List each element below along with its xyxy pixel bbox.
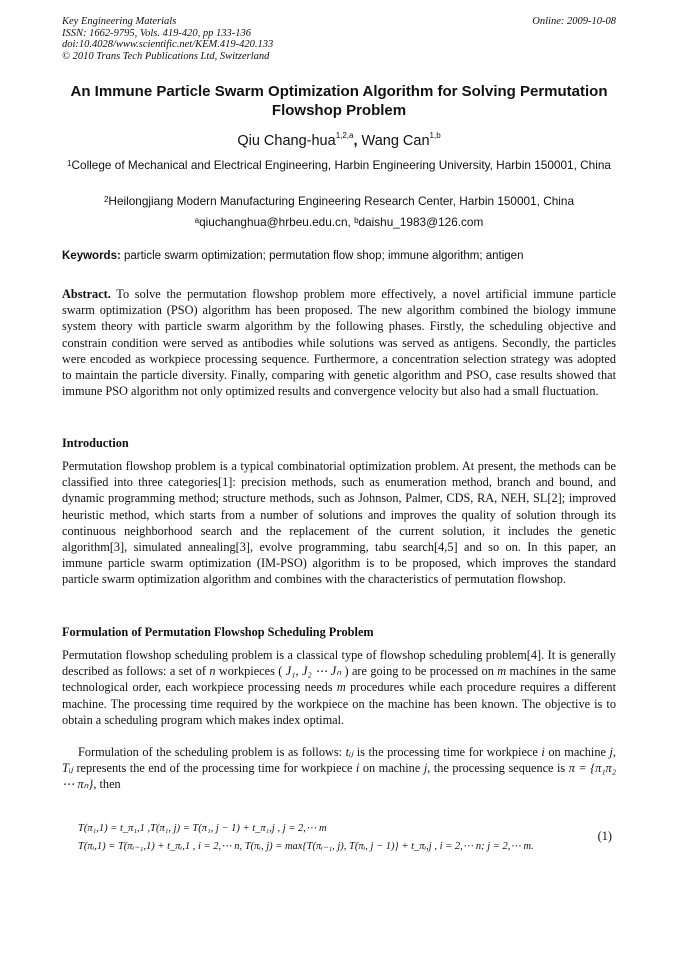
copyright-line: © 2010 Trans Tech Publications Ltd, Switzerland xyxy=(62,50,270,62)
abstract-label: Abstract. xyxy=(62,287,111,301)
email-a: qiuchanghua@hrbeu.edu.cn, xyxy=(199,215,355,229)
email-b: daishu_1983@126.com xyxy=(358,215,484,229)
formulation-paragraph-2 xyxy=(62,744,616,793)
math-Tij: Tᵢⱼ xyxy=(62,761,73,776)
math-m: m xyxy=(497,664,507,679)
math-m: m xyxy=(336,680,346,695)
email-line xyxy=(62,215,616,230)
text-run: , then xyxy=(93,777,121,792)
math-j: j xyxy=(423,761,428,776)
text-run: on machine xyxy=(359,761,424,776)
keywords xyxy=(62,250,616,262)
equation-line-1: T(π₁,1) = t_π₁,1 ,T(π₁, j) = T(π₁, j − 1) + t_π₁,j , j = 2,⋯ m xyxy=(78,823,327,834)
email-b-sup: b xyxy=(354,216,359,225)
author-separator: , xyxy=(353,133,362,149)
author-1: Qiu Chang-hua xyxy=(237,133,336,149)
affiliation-2 xyxy=(62,194,616,209)
online-date: Online: 2009-10-08 xyxy=(532,16,616,27)
author-1-sup: 1,2,a xyxy=(335,131,354,140)
affiliation-1-text: College of Mechanical and Electrical Engineering, Harbin Engineering University, Harbin 150001, China xyxy=(71,158,611,172)
math-tij: tᵢⱼ xyxy=(345,745,354,759)
formulation-paragraph-1 xyxy=(62,647,616,728)
keywords-text: particle swarm optimization; permutation flow shop; immune algorithm; antigen xyxy=(120,250,524,262)
text-run: Formulation of the scheduling problem is as follows: xyxy=(78,745,346,759)
paper-title: An Immune Particle Swarm Optimization Algorithm for Solving Permutation Flowshop Problem xyxy=(70,83,608,119)
formulation-heading: Formulation of Permutation Flowshop Scheduling Problem xyxy=(62,625,374,639)
equation-period: . xyxy=(531,841,534,852)
math-j: j xyxy=(609,745,613,759)
journal-header xyxy=(62,16,273,62)
text-run: is the processing time for workpiece xyxy=(353,745,542,759)
equation-line-2-text: T(πᵢ,1) = T(πᵢ₋₁,1) + t_πᵢ,1 , i = 2,⋯ n, T(πᵢ, j) = max{T(πᵢ₋₁, j), T(πᵢ, j − 1)} + t_πᵢ,j , i = 2,⋯ n; j = 2,⋯ m xyxy=(78,841,532,852)
doi-line: doi:10.4028/www.scientific.net/KEM.419-420.133 xyxy=(62,39,274,50)
text-run: represents the end of the processing time for workpiece xyxy=(72,761,356,776)
text-run: procedures while each procedure requires a different machine. The processing time required by the workpiece on the machine has been known. The objective is to obtain a scheduling program which makes index optimal. xyxy=(62,680,616,727)
keywords-label: Keywords: xyxy=(62,250,121,262)
text-run: Permutation flowshop scheduling problem is a classical type of flowshop scheduling problem[4]. It is generally described as follows: a set of xyxy=(62,648,616,679)
email-a-sup: a xyxy=(194,216,200,225)
introduction-text: Permutation flowshop problem is a typical combinatorial optimization problem. At present, the methods can be classified into three categories[1]: precision methods, such as enumeration method, branch and bound, and dynamic programming method; structure methods, such as Johnson, Palmer, CDS, RA, NEH, SL[2]; improved heuristic method, which starts from a number of solutions and improves the quality of solution through its continuous neighborhood search and the replacement of the current solution, it includes the genetic algorithm[3], simulated annealing[3], evolve programming, tabu search[4,5] and so on. In this paper, an immune particle swarm optimization (IM-PSO) algorithm is to be proposed, which improves the standard particle swarm optimization algorithm and combines with the characteristics of permutation flowshop. xyxy=(62,459,616,587)
author-2-sup: 1,b xyxy=(429,131,441,140)
introduction-heading: Introduction xyxy=(62,436,129,450)
affiliation-1 xyxy=(62,158,616,173)
text-run: ) are going to be processed on xyxy=(341,664,498,679)
author-2: Wang Can xyxy=(361,133,430,149)
journal-name: Key Engineering Materials xyxy=(62,16,177,27)
math-i: i xyxy=(541,745,545,759)
text-run: workpieces ( xyxy=(215,664,286,679)
author-line xyxy=(62,133,616,149)
text-run: , xyxy=(612,745,616,759)
text-run: , the processing sequence is xyxy=(427,761,569,776)
equation-number: (1) xyxy=(597,829,612,843)
affiliation-2-text: Heilongjiang Modern Manufacturing Engineering Research Center, Harbin 150001, China xyxy=(108,194,575,208)
math-i: i xyxy=(355,761,360,776)
math-n: n xyxy=(209,664,216,679)
affiliation-2-sup: 2 xyxy=(103,195,109,204)
equation-line-2 xyxy=(78,840,534,852)
text-run: on machine xyxy=(544,745,610,759)
math-sequence: π = {π₁π₂ ⋯ πₙ} xyxy=(62,761,616,792)
issn-line: ISSN: 1662-9795, Vols. 419-420, pp 133-136 xyxy=(62,27,251,39)
abstract-text: To solve the permutation flowshop problem more effectively, a novel artificial immune particle swarm optimization (PSO) algorithm has been proposed. The new algorithm combined the biology immune system theory with particle swarm algorithm by the following phases. Firstly, the scheduling objective and constrain condition were served as antibodies while solutions was served as antigens. Secondly, the particles were encoded as workpiece processing sequence. Furthermore, a concentration selection strategy was adopted to maintain the particle diversity. Finally, comparing with genetic algorithm and PSO, case results showed that immune PSO algorithm not only optimized results and convergence velocity but also had a small fluctuation. xyxy=(62,287,616,399)
abstract xyxy=(62,286,616,399)
text-run: machines in the same technological order, each workpiece processing needs xyxy=(62,664,616,695)
affiliation-1-sup: 1 xyxy=(67,159,72,168)
math-workpiece-set: J₁, J₂ ⋯ Jₙ xyxy=(285,664,342,679)
